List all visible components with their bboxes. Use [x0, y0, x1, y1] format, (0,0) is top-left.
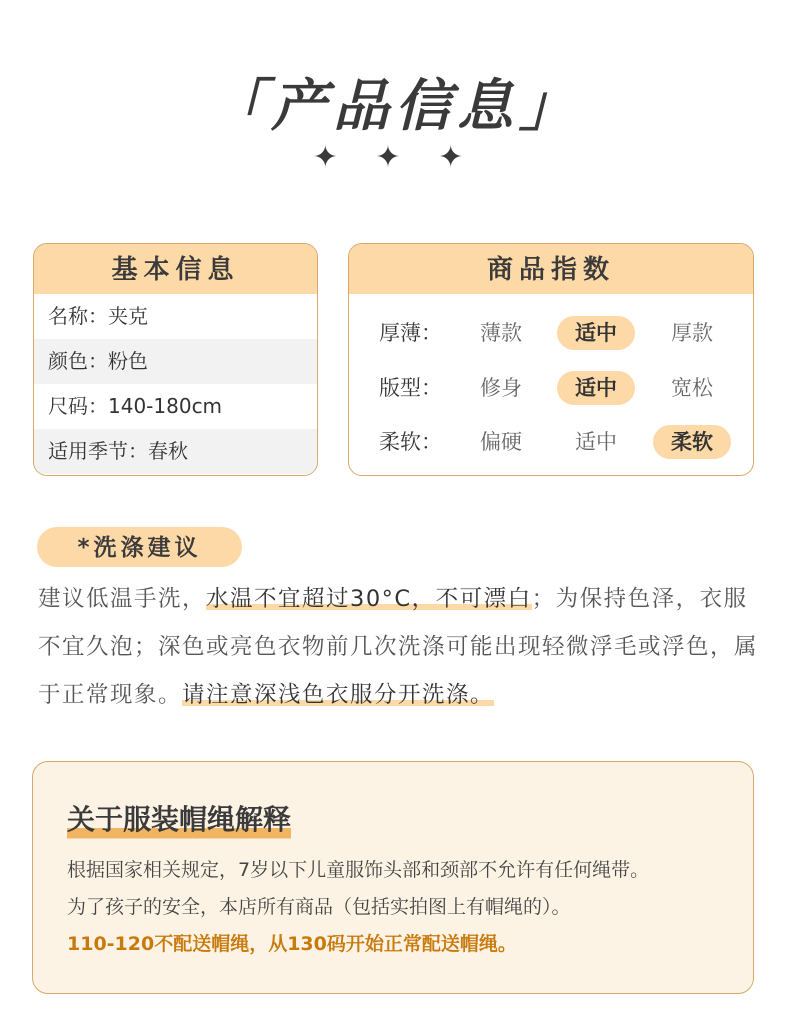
index-row-fit [349, 371, 753, 411]
info-row-size: 尺码：140-180cm [48, 394, 223, 418]
washing-advice-text [38, 575, 758, 719]
hat-strap-title: 关于服装帽绳解释 [67, 798, 291, 840]
hat-strap-accent-line: 110-120不配送帽绳，从130码开始正常配送帽绳。 [67, 933, 517, 955]
hat-strap-notice [32, 761, 754, 994]
index-row-thickness [349, 316, 753, 356]
hat-strap-text [67, 852, 737, 963]
index-option: 厚款 [671, 321, 713, 345]
basic-info-title: 基本信息 [34, 244, 317, 294]
index-option-selected: 适中 [557, 316, 635, 350]
product-index-card [348, 243, 754, 476]
washing-advice-tag: *洗涤建议 [37, 527, 242, 567]
basic-info-card [33, 243, 318, 476]
index-option: 薄款 [480, 321, 522, 345]
index-option-selected: 柔软 [653, 425, 731, 459]
star-decoration-icon: ✦ ✦ ✦ [312, 140, 478, 175]
index-option: 宽松 [671, 376, 713, 400]
washing-text-part: 建议低温手洗， [38, 586, 207, 612]
hat-strap-line: 根据国家相关规定，7岁以下儿童服饰头部和颈部不允许有任何绳带。 [67, 859, 650, 881]
product-index-title: 商品指数 [349, 244, 753, 294]
index-option: 修身 [480, 376, 522, 400]
index-label: 厚薄： [379, 321, 442, 345]
index-label: 柔软： [379, 430, 442, 454]
washing-text-part: ；为保持色泽，衣服不宜久泡；深色或亮色衣物前几次洗涤可能出现轻微浮毛或浮色，属于正常现象。 [38, 586, 759, 708]
hat-strap-line: 为了孩子的安全，本店所有商品（包括实拍图上有帽绳的）。 [67, 896, 571, 918]
info-row-name: 名称：夹克 [48, 304, 148, 328]
washing-highlight: 水温不宜超过30°C，不可漂白 [206, 586, 532, 612]
index-option: 适中 [575, 430, 617, 454]
index-option-selected: 适中 [557, 371, 635, 405]
index-option: 偏硬 [480, 430, 522, 454]
index-row-softness [349, 425, 753, 465]
washing-highlight: 请注意深浅色衣服分开洗涤。 [182, 682, 495, 708]
index-label: 版型： [379, 376, 442, 400]
info-row-season: 适用季节：春秋 [34, 429, 317, 474]
page-title: 「产品信息」 [209, 74, 581, 139]
info-row-color: 颜色：粉色 [34, 339, 317, 384]
